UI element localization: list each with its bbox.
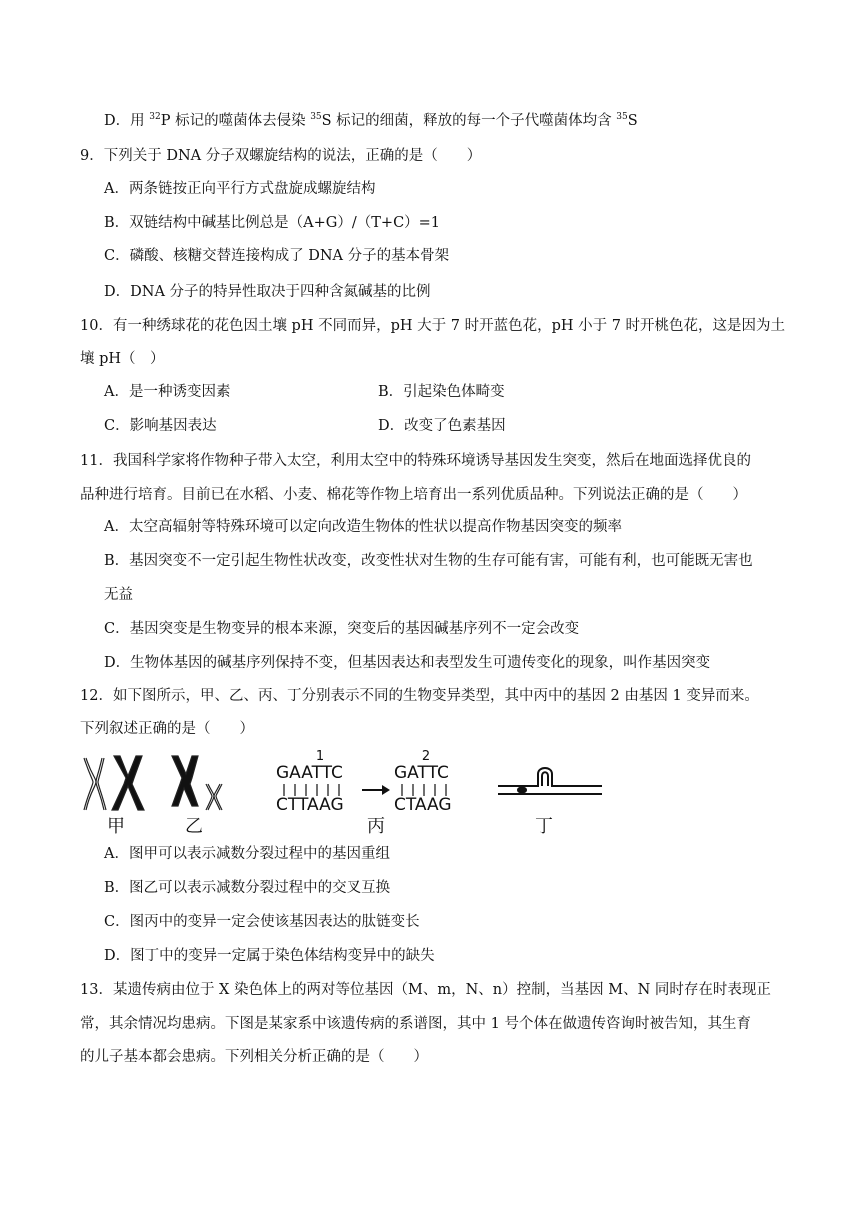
gene-2-top-strand: GATTC [394,763,449,783]
label-yi: 乙 [185,816,203,837]
gene-2-number: 2 [421,749,431,764]
q10-stem-line1: 10．有一种绣球花的花色因土壤 pH 不同而异，pH 大于 7 时开蓝色花，pH 小于 7 时开桃色花，这是因为土 [80,318,786,334]
gene-1-top-strand: GAATTC [276,763,343,783]
chromosome-pair-jia-icon [84,756,144,810]
dna-sequence-bing [276,749,452,815]
q9-option-b: B．双链结构中碱基比例总是（A+G）/（T+C）=1 [104,215,441,231]
q8-d-text-3: S 标记的细菌，释放的每一个子代噬菌体均含 [321,113,617,129]
chromosome-loop-ding-icon [498,768,602,794]
q8-d-text-1: D．用 [104,113,150,129]
q11-option-d: D．生物体基因的碱基序列保持不变，但基因表达和表型发生可遗传变化的现象，叫作基因突变 [104,655,711,671]
q11-stem-line1: 11．我国科学家将作物种子带入太空，利用太空中的特殊环境诱导基因发生突变，然后在地面选择优良的 [80,453,751,469]
q11-option-a: A．太空高辐射等特殊环境可以定向改造生物体的性状以提高作物基因突变的频率 [104,519,622,535]
q9-stem: 9．下列关于 DNA 分子双螺旋结构的说法，正确的是（ ） [80,148,482,164]
label-jia: 甲 [107,816,125,837]
q9-option-d: D．DNA 分子的特异性取决于四种含氮碱基的比例 [104,284,431,300]
chromosome-pair-yi-icon [172,756,222,810]
label-ding: 丁 [535,816,553,837]
q11-stem-line2: 品种进行培育。目前已在水稻、小麦、棉花等作物上培育出一系列优质品种。下列说法正确的是（ ） [80,487,747,503]
q11-option-b-line2: 无益 [104,587,133,603]
isotope-35-sup-1: 35 [310,112,322,122]
q10-option-d: D．改变了色素基因 [378,418,506,434]
mutation-arrow-icon [362,785,390,795]
q12-option-b: B．图乙可以表示减数分裂过程中的交叉互换 [104,880,391,896]
q13-stem-line1: 13．某遗传病由位于 X 染色体上的两对等位基因（M、m，N、n）控制，当基因 M、N 同时存在时表现正 [80,982,771,998]
q12-stem-line2: 下列叙述正确的是（ ） [80,721,254,737]
q10-stem-line2: 壤 pH（ ） [80,351,165,367]
q13-stem-line3: 的儿子基本都会患病。下列相关分析正确的是（ ） [80,1049,428,1065]
q8-d-text-4: S [627,113,638,129]
q11-option-b-line1: B．基因突变不一定引起生物性状改变，改变性状对生物的生存可能有害，可能有利，也可能既无害也 [104,553,753,569]
q10-option-b: B．引起染色体畸变 [378,384,505,400]
q13-stem-line2: 常，其余情况均患病。下图是某家系中该遗传病的系谱图，其中 1 号个体在做遗传咨询时被告知，其生育 [80,1016,751,1032]
q12-option-c: C．图丙中的变异一定会使该基因表达的肽链变长 [104,914,420,930]
q10-option-c: C．影响基因表达 [104,418,217,434]
gene-2-bottom-strand: CTAAG [394,795,452,815]
q9-option-c: C．磷酸、核糖交替连接构成了 DNA 分子的基本骨架 [104,248,450,264]
q12-figure [76,748,616,838]
q8-d-text-2: P 标记的噬菌体去侵染 [160,113,311,129]
q12-option-d: D．图丁中的变异一定属于染色体结构变异中的缺失 [104,948,435,964]
gene-1-number: 1 [315,749,325,764]
isotope-35-sup-2: 35 [616,112,628,122]
label-bing: 丙 [367,816,385,837]
q12-figure-svg [76,748,616,838]
q8-option-d [104,111,638,131]
isotope-32-sup: 32 [149,112,161,122]
q11-option-c: C．基因突变是生物变异的根本来源，突变后的基因碱基序列不一定会改变 [104,621,580,637]
q10-option-a: A．是一种诱变因素 [104,384,231,400]
gene-1-bottom-strand: CTTAAG [276,795,344,815]
q9-option-a: A．两条链按正向平行方式盘旋成螺旋结构 [104,181,376,197]
q12-option-a: A．图甲可以表示减数分裂过程中的基因重组 [104,846,390,862]
q12-stem-line1: 12．如下图所示，甲、乙、丙、丁分别表示不同的生物变异类型，其中丙中的基因 2 由基因 1 变异而来。 [80,688,759,704]
